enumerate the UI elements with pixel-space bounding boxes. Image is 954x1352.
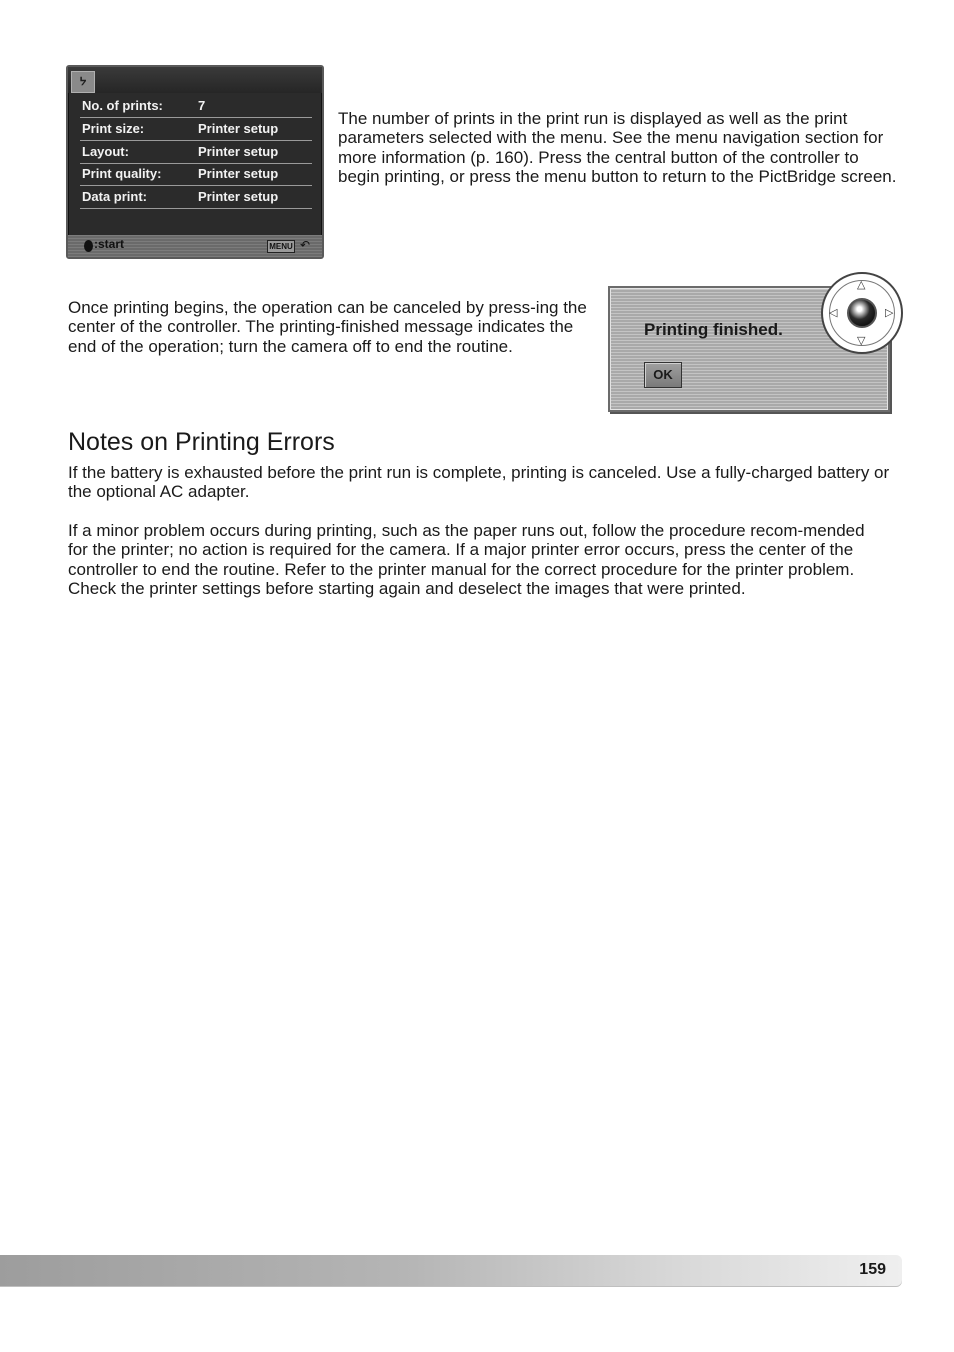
controller-graphic bbox=[821, 272, 903, 354]
pictbridge-icon: ᔭ bbox=[71, 71, 95, 93]
arrow-up-icon: △ bbox=[857, 279, 866, 291]
row-label: Data print: bbox=[82, 189, 147, 204]
screen-bottom-bar bbox=[68, 235, 322, 257]
start-hint: :start bbox=[94, 237, 125, 251]
row-value: Printer setup bbox=[198, 166, 279, 181]
row-value: Printer setup bbox=[198, 121, 279, 136]
menu-button-icon: MENU bbox=[267, 240, 295, 253]
row-label: Layout: bbox=[82, 144, 129, 159]
center-button-icon bbox=[84, 240, 93, 252]
arrow-right-icon: ▷ bbox=[885, 307, 894, 319]
print-row-data bbox=[80, 186, 312, 209]
cancel-description: Once printing begins, the operation can be canceled by press-ing the center of the controller. The printing-finished message indicates the end of the operation; turn the camera off to end the routine. bbox=[68, 298, 587, 356]
print-summary-screen bbox=[66, 65, 324, 259]
row-value: Printer setup bbox=[198, 144, 279, 159]
print-row-layout bbox=[80, 141, 312, 164]
page-number: 159 bbox=[859, 1261, 886, 1278]
battery-note: If the battery is exhausted before the print run is complete, printing is canceled. Use a fully-charged battery or the optional AC adapter. bbox=[68, 463, 890, 502]
return-icon: ↶ bbox=[299, 238, 310, 252]
screen-title-bar bbox=[68, 67, 322, 93]
ok-button[interactable]: OK bbox=[644, 362, 682, 388]
page-footer-bar bbox=[0, 1255, 902, 1287]
row-value: 7 bbox=[198, 98, 206, 113]
print-row-quality bbox=[80, 163, 312, 186]
row-label: No. of prints: bbox=[82, 98, 163, 113]
print-row-size bbox=[80, 118, 312, 141]
printer-error-note: If a minor problem occurs during printing, such as the paper runs out, follow the procedure recom-mended for the printer; no action is required for the camera. If a major printer error occurs, press the center of the controller to end the routine. Refer to the printer manual for the correct procedure for the printer problem. Check the printer settings before starting again and deselect the images that were printed. bbox=[68, 521, 865, 598]
row-label: Print size: bbox=[82, 121, 145, 136]
row-value: Printer setup bbox=[198, 189, 279, 204]
section-heading: Notes on Printing Errors bbox=[68, 428, 335, 456]
arrow-left-icon: ◁ bbox=[829, 307, 838, 319]
row-label: Print quality: bbox=[82, 166, 162, 181]
finished-message: Printing finished. bbox=[644, 320, 783, 339]
print-run-description: The number of prints in the print run is displayed as well as the print parameters selected with the menu. See the menu navigation section for more information (p. 160). Press the central button of the controller to begin printing, or press the menu button to return to the PictBridge screen. bbox=[338, 109, 897, 186]
controller-center-button-icon bbox=[847, 298, 877, 328]
arrow-down-icon: ▽ bbox=[857, 335, 866, 347]
print-row-count bbox=[80, 95, 312, 118]
